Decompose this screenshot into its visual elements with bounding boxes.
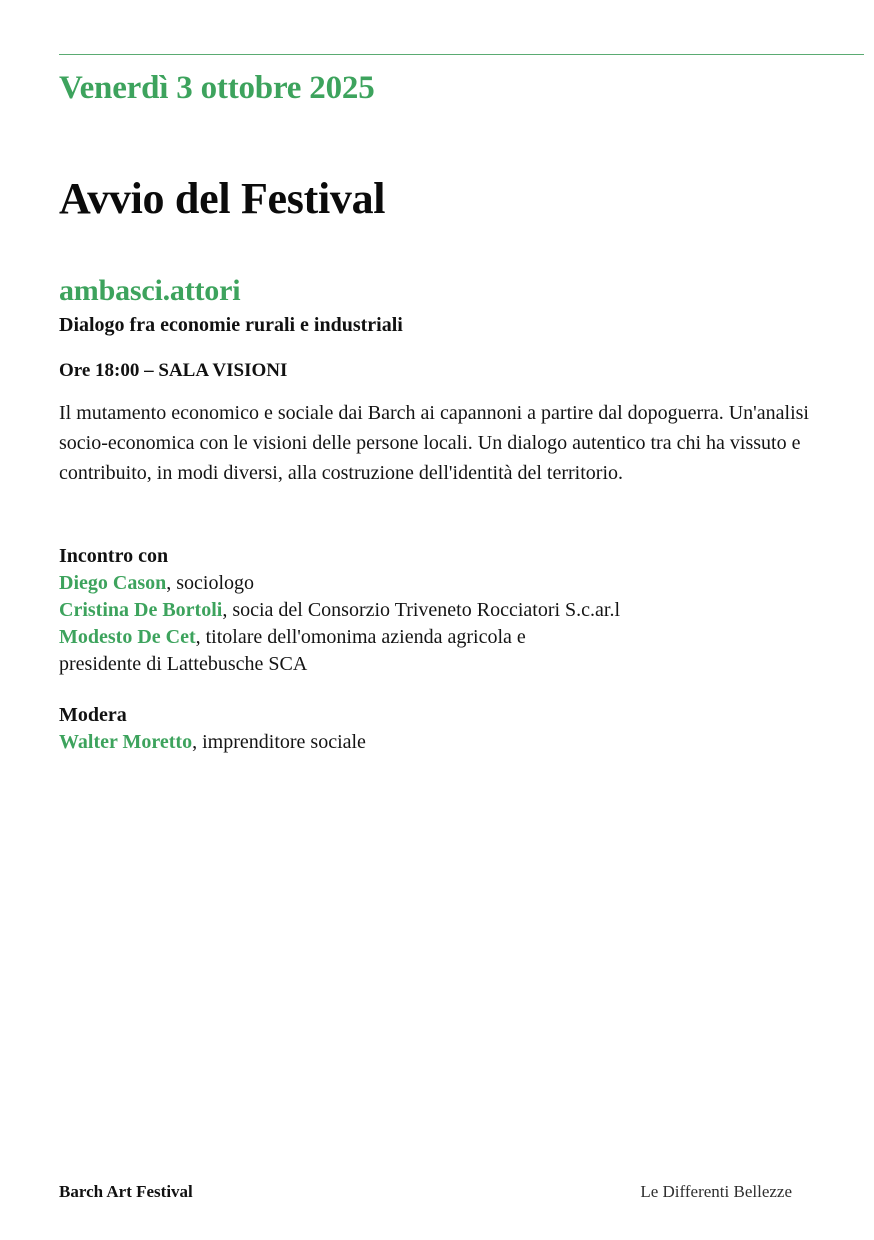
guest-role: , titolare dell'omonima azienda agricola e [195,626,526,648]
event-description: Il mutamento economico e sociale dai Barch ai capannoni a partire dal dopoguerra. Un'analisi socio-economica con le visioni delle persone locali. Un dialogo autentico tra chi ha vissuto e contribuito, in modi diversi, alla costruzione dell'identità del territorio. [59,402,809,484]
guests-section [59,488,864,678]
moderator-name: Walter Moretto [59,731,193,753]
list-item [59,729,864,756]
moderator-section [59,678,864,756]
event-time-place: Ore 18:00 – SALA VISIONI [59,360,288,381]
event-subtitle: Dialogo fra economie rurali e industriali [59,314,403,336]
footer-brand: Barch Art Festival [59,1182,193,1201]
moderator-heading: Modera [59,704,127,726]
footer-tagline: Le Differenti Bellezze [640,1182,792,1201]
guest-name: Diego Cason [59,572,167,594]
poster-content [59,68,864,756]
list-item [59,570,864,597]
list-item [59,624,864,651]
guest-role: , sociologo [166,572,255,594]
guest-name: Modesto De Cet [59,626,196,648]
guests-heading: Incontro con [59,545,169,567]
moderator-role: , imprenditore sociale [192,731,366,753]
event-name: ambasci.attori [59,274,241,307]
event-date: Venerdì 3 ottobre 2025 [59,70,375,106]
list-item [59,597,864,624]
guest-role-continuation: presidente di Lattebusche SCA [59,653,308,675]
event-section [59,224,864,488]
guest-name: Cristina De Bortoli [59,599,223,621]
top-divider [59,54,864,55]
page-title: Avvio del Festival [59,174,386,223]
guest-role: , socia del Consorzio Triveneto Rocciatori S.c.ar.l [222,599,621,621]
page-footer [59,1182,864,1202]
